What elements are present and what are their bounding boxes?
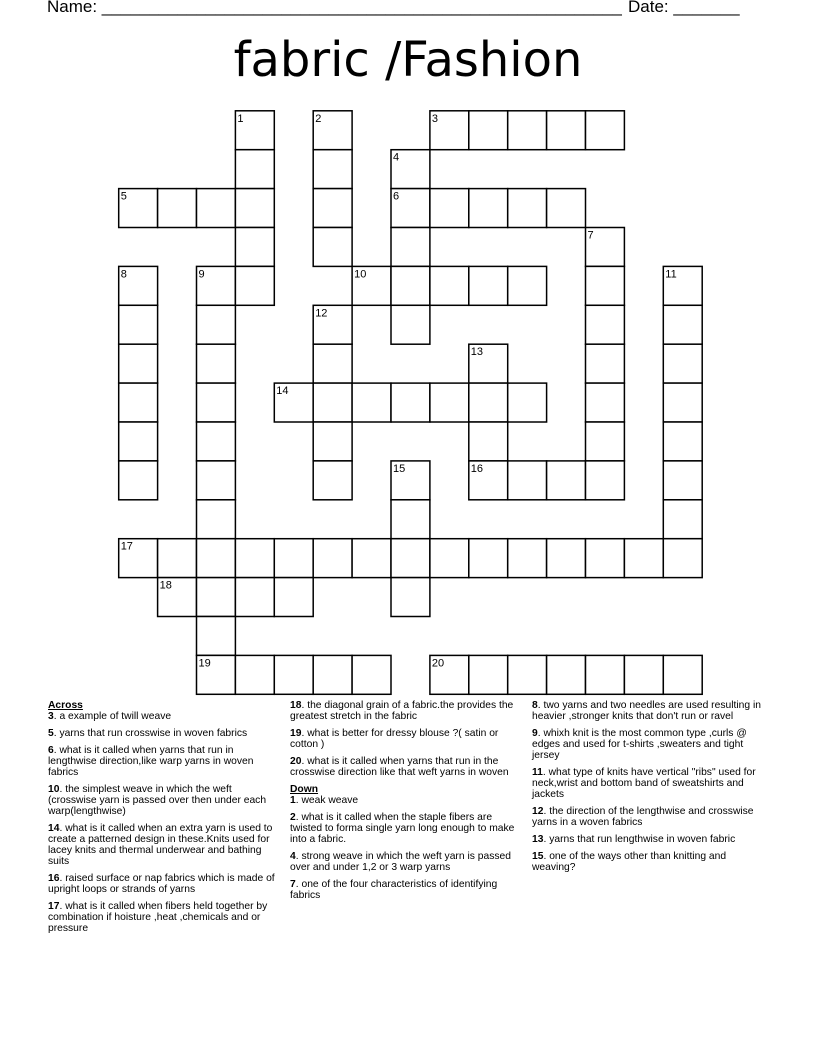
clue-number: 17 xyxy=(48,901,60,912)
grid-cell[interactable] xyxy=(586,344,625,383)
clue-number: 16 xyxy=(48,873,60,884)
clue-number-label: 16 xyxy=(470,462,484,475)
grid-cell[interactable] xyxy=(547,655,586,694)
grid-cell[interactable] xyxy=(663,461,702,500)
grid-cell[interactable] xyxy=(119,422,158,461)
clue-number-label: 12 xyxy=(315,307,328,320)
clue-text: what is it called when fibers held together by combination if hoisture ,heat ,chemicals and or pressure xyxy=(48,901,268,934)
clue-text: strong weave in which the weft yarn is passed over and under 1,2 or 3 warp yarns xyxy=(290,851,511,873)
grid-cell[interactable] xyxy=(469,111,508,150)
clue-item: 15. one of the ways other than knitting and weaving? xyxy=(532,851,727,873)
clue-number-label: 15 xyxy=(393,462,406,475)
clue-number-label: 14 xyxy=(276,385,289,398)
grid-cell[interactable] xyxy=(313,655,352,694)
grid-cell[interactable] xyxy=(352,383,391,422)
grid-cell[interactable] xyxy=(586,383,625,422)
across-clue-list xyxy=(48,711,276,934)
clue-text: raised surface or nap fabrics which is made of upright loops or strands of yarns xyxy=(48,873,275,895)
clue-item: 18. the diagonal grain of a fabric.the provides the greatest stretch in the fabric xyxy=(290,700,514,722)
clue-number-label: 3 xyxy=(431,112,439,125)
clue-text: what is it called when an extra yarn is used to create a patterned design in these.Knits used for lacey knits and thermal underwear and bathing suits xyxy=(48,823,273,867)
clue-number: 10 xyxy=(48,784,60,795)
grid-cell[interactable] xyxy=(313,150,352,189)
clue-text: the diagonal grain of a fabric.the provides the greatest stretch in the fabric xyxy=(290,700,514,722)
grid-cell[interactable] xyxy=(391,500,430,539)
clue-number-label: 6 xyxy=(393,190,400,203)
clue-item: 19. what is better for dressy blouse ?( satin or cotton ) xyxy=(290,728,499,750)
grid-cell[interactable] xyxy=(508,539,547,578)
grid-cell[interactable] xyxy=(586,111,625,150)
clue-number-label: 20 xyxy=(431,657,445,670)
clue-text: yarns that run crosswise in woven fabrics xyxy=(59,728,248,739)
grid-cell[interactable] xyxy=(313,461,352,500)
clue-number: 15 xyxy=(532,851,544,862)
grid-cell[interactable] xyxy=(624,539,663,578)
clue-item: 16. raised surface or nap fabrics which is made of upright loops or strands of yarns xyxy=(48,873,275,895)
clue-item: 14. what is it called when an extra yarn is used to create a patterned design in these.Knits used for lacey knits and thermal underwear and bathing suits xyxy=(48,823,273,867)
clue-number-label: 1 xyxy=(237,112,244,125)
grid-cell[interactable] xyxy=(235,266,274,305)
grid-cell[interactable] xyxy=(235,655,274,694)
grid-cell[interactable] xyxy=(469,266,508,305)
clue-text: weak weave xyxy=(301,795,359,806)
grid-cell[interactable] xyxy=(313,383,352,422)
grid-cell[interactable] xyxy=(663,344,702,383)
clue-number: 7 xyxy=(290,879,296,890)
grid-cell[interactable] xyxy=(430,266,469,305)
date-line[interactable]: Date: _______ xyxy=(628,0,740,16)
clue-number-label: 18 xyxy=(159,579,172,592)
clue-number-label: 11 xyxy=(665,268,677,281)
clue-number: 14 xyxy=(48,823,60,834)
grid-cell[interactable] xyxy=(197,461,236,500)
clue-item: 12. the direction of the lengthwise and crosswise yarns in a woven fabrics xyxy=(532,806,754,828)
grid-cell[interactable] xyxy=(197,305,236,344)
grid-cell[interactable] xyxy=(547,461,586,500)
clue-item: 13. yarns that run lengthwise in woven fabric xyxy=(532,834,736,845)
grid-cell[interactable] xyxy=(469,655,508,694)
grid-cell[interactable] xyxy=(663,655,702,694)
grid-cell[interactable] xyxy=(663,500,702,539)
grid-cell[interactable] xyxy=(313,189,352,228)
grid-cell[interactable] xyxy=(586,461,625,500)
grid-cell[interactable] xyxy=(508,189,547,228)
clue-number: 13 xyxy=(532,834,544,845)
across-heading: Across xyxy=(48,700,83,711)
down-heading: Down xyxy=(290,784,319,795)
clue-number: 8 xyxy=(532,700,538,711)
clue-item: 4. strong weave in which the weft yarn is passed over and under 1,2 or 3 warp yarns xyxy=(290,851,511,873)
grid-cell[interactable] xyxy=(197,539,236,578)
clue-item: 2. what is it called when the staple fibers are twisted to forma single yarn long enough to make into a fabric. xyxy=(290,812,515,845)
grid-cell[interactable] xyxy=(391,539,430,578)
clue-text: what is it called when yarns that run in the crosswise direction like that weft yarns in woven xyxy=(290,756,509,778)
clue-text: whixh knit is the most common type ,curls @ edges and used for t-shirts ,sweaters and tight jersey xyxy=(532,728,747,761)
clue-item: 7. one of the four characteristics of identifying fabrics xyxy=(290,879,498,901)
clue-number-label: 5 xyxy=(120,190,127,203)
clue-number-label: 10 xyxy=(354,268,367,281)
clue-number: 3 xyxy=(48,711,54,722)
clue-number: 19 xyxy=(290,728,302,739)
grid-cell[interactable] xyxy=(586,266,625,305)
grid-cell[interactable] xyxy=(274,655,313,694)
clue-column-1 xyxy=(48,700,276,940)
grid-cell[interactable] xyxy=(197,383,236,422)
clue-number: 11 xyxy=(532,767,543,778)
down-clue-list xyxy=(290,795,526,901)
clue-number: 2 xyxy=(290,812,296,823)
across-clue-list-continued xyxy=(290,700,526,778)
clue-number-label: 2 xyxy=(315,112,322,125)
grid-cell[interactable] xyxy=(313,422,352,461)
grid-cell[interactable] xyxy=(391,266,430,305)
grid-cell[interactable] xyxy=(119,383,158,422)
grid-cell[interactable] xyxy=(197,617,236,656)
clue-text: one of the ways other than knitting and weaving? xyxy=(532,851,727,873)
grid-cell[interactable] xyxy=(586,422,625,461)
grid-cell[interactable] xyxy=(274,539,313,578)
name-line[interactable]: Name: _______________________________________________________ xyxy=(47,0,622,16)
grid-cell[interactable] xyxy=(274,578,313,617)
grid-cell[interactable] xyxy=(235,578,274,617)
grid-cell[interactable] xyxy=(313,228,352,267)
grid-cell[interactable] xyxy=(663,383,702,422)
page-title: fabric /Fashion xyxy=(233,32,583,88)
clue-number-label: 7 xyxy=(587,229,594,242)
clue-number-label: 13 xyxy=(470,346,484,359)
clue-number-label: 4 xyxy=(393,151,400,164)
clue-number: 12 xyxy=(532,806,544,817)
grid-cell[interactable] xyxy=(469,422,508,461)
grid-cell[interactable] xyxy=(430,383,469,422)
clue-item: 1. weak weave xyxy=(290,795,359,806)
grid-cell[interactable] xyxy=(313,539,352,578)
grid-cell[interactable] xyxy=(235,189,274,228)
grid-cell[interactable] xyxy=(197,422,236,461)
grid-cell[interactable] xyxy=(469,383,508,422)
clue-item: 3. a example of twill weave xyxy=(48,711,172,722)
clue-column-3 xyxy=(532,700,772,879)
grid-cell[interactable] xyxy=(586,305,625,344)
clue-column-2 xyxy=(290,700,526,907)
down-clue-list-continued xyxy=(532,700,772,873)
clue-text: one of the four characteristics of identifying fabrics xyxy=(290,879,498,901)
clue-number: 18 xyxy=(290,700,302,711)
grid-cell[interactable] xyxy=(197,578,236,617)
clue-item: 5. yarns that run crosswise in woven fabrics xyxy=(48,728,248,739)
grid-cell[interactable] xyxy=(235,228,274,267)
grid-cell[interactable] xyxy=(352,655,391,694)
grid-cell[interactable] xyxy=(430,539,469,578)
clue-item: 6. what is it called when yarns that run in lengthwise direction,like warp yarns in woven fabrics xyxy=(48,745,254,778)
clue-number: 6 xyxy=(48,745,54,756)
clue-item: 17. what is it called when fibers held together by combination if hoisture ,heat ,chemicals and or pressure xyxy=(48,901,268,934)
clue-item: 8. two yarns and two needles are used resulting in heavier ,stronger knits that don't run or ravel xyxy=(532,700,761,722)
grid-cell[interactable] xyxy=(663,539,702,578)
grid-cell[interactable] xyxy=(469,189,508,228)
grid-cell[interactable] xyxy=(508,461,547,500)
clue-number-label: 19 xyxy=(198,657,211,670)
grid-cell[interactable] xyxy=(508,655,547,694)
clue-item: 11. what type of knits have vertical "ribs" used for neck,wrist and bottom band of sweatshirts and jackets xyxy=(532,767,756,800)
grid-cell[interactable] xyxy=(235,150,274,189)
clue-text: the simplest weave in which the weft (crosswise yarn is passed over then under each warp(lengthwise) xyxy=(48,784,267,817)
clue-number: 1 xyxy=(290,795,296,806)
clue-number-label: 17 xyxy=(120,540,133,553)
grid-cell[interactable] xyxy=(663,305,702,344)
clue-text: the direction of the lengthwise and crosswise yarns in a woven fabrics xyxy=(532,806,754,828)
clue-text: what type of knits have vertical "ribs" used for neck,wrist and bottom band of sweatshirts and jackets xyxy=(532,767,756,800)
grid-cell[interactable] xyxy=(119,461,158,500)
grid-cell[interactable] xyxy=(469,539,508,578)
grid-cell[interactable] xyxy=(352,539,391,578)
grid-cell[interactable] xyxy=(508,383,547,422)
clue-number: 4 xyxy=(290,851,296,862)
clue-number: 20 xyxy=(290,756,302,767)
grid-cell[interactable] xyxy=(391,305,430,344)
grid-cell[interactable] xyxy=(547,111,586,150)
clue-number: 9 xyxy=(532,728,538,739)
grid-cell[interactable] xyxy=(586,539,625,578)
grid-cell[interactable] xyxy=(119,344,158,383)
grid-cell[interactable] xyxy=(158,189,197,228)
clue-text: what is it called when the staple fibers are twisted to forma single yarn long enough to make into a fabric. xyxy=(290,812,515,845)
grid-cell[interactable] xyxy=(547,539,586,578)
clue-text: yarns that run lengthwise in woven fabric xyxy=(549,834,736,845)
grid-cell[interactable] xyxy=(158,539,197,578)
grid-cell[interactable] xyxy=(624,655,663,694)
clue-text: a example of twill weave xyxy=(59,711,172,722)
grid-cell[interactable] xyxy=(391,228,430,267)
clue-text: two yarns and two needles are used resulting in heavier ,stronger knits that don't run or ravel xyxy=(532,700,761,722)
grid-cell[interactable] xyxy=(508,111,547,150)
grid-cell[interactable] xyxy=(663,422,702,461)
clue-item: 10. the simplest weave in which the weft (crosswise yarn is passed over then under each warp(lengthwise) xyxy=(48,784,267,817)
grid-cell[interactable] xyxy=(119,305,158,344)
grid-cell[interactable] xyxy=(391,383,430,422)
grid-cell[interactable] xyxy=(586,655,625,694)
grid-cell[interactable] xyxy=(197,500,236,539)
grid-cell[interactable] xyxy=(430,189,469,228)
grid-cell[interactable] xyxy=(391,578,430,617)
clue-number-label: 9 xyxy=(198,268,205,281)
clue-text: what is better for dressy blouse ?( satin or cotton ) xyxy=(290,728,499,750)
clue-number: 5 xyxy=(48,728,54,739)
grid-cell[interactable] xyxy=(547,189,586,228)
grid-cell[interactable] xyxy=(313,344,352,383)
grid-cell[interactable] xyxy=(235,539,274,578)
grid-cell[interactable] xyxy=(197,344,236,383)
grid-cell[interactable] xyxy=(508,266,547,305)
grid-cell[interactable] xyxy=(197,189,236,228)
clue-text: what is it called when yarns that run in lengthwise direction,like warp yarns in woven fabrics xyxy=(48,745,254,778)
clue-item: 20. what is it called when yarns that run in the crosswise direction like that weft yarns in woven xyxy=(290,756,509,778)
clue-item: 9. whixh knit is the most common type ,curls @ edges and used for t-shirts ,sweaters and tight jersey xyxy=(532,728,747,761)
clue-number-label: 8 xyxy=(120,268,127,281)
